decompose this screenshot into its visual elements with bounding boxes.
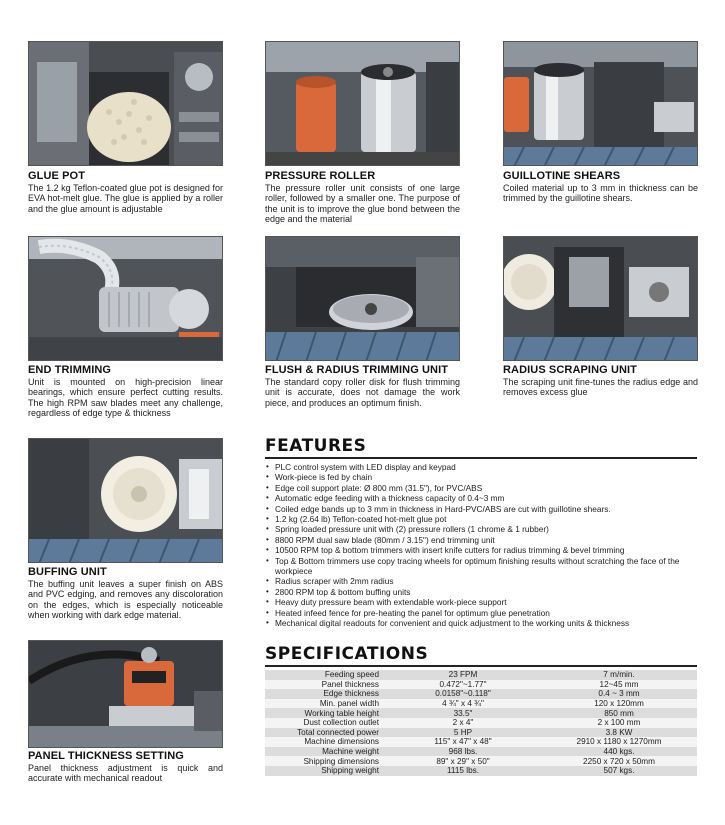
flush-radius-trimming-caption: [265, 364, 460, 408]
spec-row: [265, 747, 697, 757]
feature-item: • Coiled edge bands up to 3 mm in thickness in Hard-PVC/ABS are cut with guillotine shears.: [265, 504, 697, 514]
unit-title: FLUSH & RADIUS TRIMMING UNIT: [265, 364, 449, 376]
spec-label: Panel thickness: [265, 680, 385, 690]
spec-metric: 440 kgs.: [541, 747, 697, 757]
spec-metric: 507 kgs.: [541, 766, 697, 776]
spec-metric: 2 x 100 mm: [541, 718, 697, 728]
spec-row: [265, 689, 697, 699]
feature-item: • Mechanical digital readouts for convenient and quick adjustment to the working units & thickness: [265, 618, 697, 628]
feature-item: • Automatic edge feeding with a thickness capacity of 0.4~3 mm: [265, 493, 697, 503]
spec-row: [265, 699, 697, 709]
feature-item: • Heated infeed fence for pre-heating the panel for optimum glue penetration: [265, 608, 697, 618]
guillotine-shears-photo: [503, 41, 698, 166]
pressure-roller-caption: [265, 170, 460, 225]
panel-thickness-caption: [28, 750, 223, 784]
spec-imperial: 33.5": [385, 708, 541, 718]
spec-metric: 0.4 ~ 3 mm: [541, 689, 697, 699]
spec-imperial: 4 ¾" x 4 ¾": [385, 699, 541, 709]
unit-description: The pressure roller unit consists of one large roller, followed by a smaller one. The purpose of the unit is to improve the glue bond between the edge and the material: [265, 183, 460, 225]
spec-label: Working table height: [265, 708, 385, 718]
specifications-rule: [265, 665, 697, 667]
spec-row: [265, 766, 697, 776]
specifications-heading: SPECIFICATIONS: [265, 644, 429, 664]
end-trimming-caption: [28, 364, 223, 419]
feature-item: • Edge coil support plate: Ø 800 mm (31.5"), for PVC/ABS: [265, 483, 697, 493]
glue-pot-photo: [28, 41, 223, 166]
features-heading: FEATURES: [265, 436, 367, 456]
spec-imperial: 5 HP: [385, 728, 541, 738]
unit-description: Unit is mounted on high-precision linear bearings, which ensure perfect cutting results. The high RPM saw blades meet any challenge, regardless of edge type & thickness: [28, 377, 223, 419]
features-rule: [265, 457, 697, 459]
spec-imperial: 1115 lbs.: [385, 766, 541, 776]
unit-title: PANEL THICKNESS SETTING: [28, 750, 184, 762]
spec-metric: 7 m/min.: [541, 670, 697, 680]
spec-metric: 3.8 KW: [541, 728, 697, 738]
unit-description: Coiled material up to 3 mm in thickness can be trimmed by the guillotine shears.: [503, 183, 698, 204]
feature-item: • 10500 RPM top & bottom trimmers with insert knife cutters for radius trimming & bevel trimming: [265, 545, 697, 555]
unit-title: END TRIMMING: [28, 364, 112, 376]
feature-item: • Spring loaded pressure unit with (2) pressure rollers (1 chrome & 1 rubber): [265, 524, 697, 534]
feature-item: • Top & Bottom trimmers use copy tracing wheels for optimum finishing results without scratching the face of the workpiece: [265, 556, 697, 577]
unit-title: RADIUS SCRAPING UNIT: [503, 364, 638, 376]
spec-label: Edge thickness: [265, 689, 385, 699]
spec-imperial: 0.472"~1.77": [385, 680, 541, 690]
flush-radius-trimming-photo: [265, 236, 460, 361]
spec-imperial: 968 lbs.: [385, 747, 541, 757]
spec-row: [265, 718, 697, 728]
glue-pot-caption: [28, 170, 223, 214]
spec-row: [265, 737, 697, 747]
feature-item: • Work-piece is fed by chain: [265, 472, 697, 482]
feature-item: • 1.2 kg (2.64 lb) Teflon-coated hot-melt glue pot: [265, 514, 697, 524]
buffing-unit-caption: [28, 566, 223, 621]
unit-description: The standard copy roller disk for flush trimming unit is accurate, does not damage the work piece, and produces an optimum finish.: [265, 377, 460, 408]
spec-row: [265, 728, 697, 738]
feature-item: • 8800 RPM dual saw blade (80mm / 3.15") end trimming unit: [265, 535, 697, 545]
panel-thickness-photo: [28, 640, 223, 748]
buffing-unit-photo: [28, 438, 223, 563]
spec-metric: 120 x 120mm: [541, 699, 697, 709]
feature-item: • PLC control system with LED display and keypad: [265, 462, 697, 472]
spec-label: Total connected power: [265, 728, 385, 738]
unit-title: PRESSURE ROLLER: [265, 170, 376, 182]
feature-item: • Radius scraper with 2mm radius: [265, 576, 697, 586]
spec-imperial: 89" x 29" x 50": [385, 756, 541, 766]
unit-description: The buffing unit leaves a super finish on ABS and PVC edging, and removes any discoloration on the edges, which is especially noticeable when working with dark edge material.: [28, 579, 223, 621]
spec-label: Feeding speed: [265, 670, 385, 680]
spec-label: Dust collection outlet: [265, 718, 385, 728]
guillotine-shears-caption: [503, 170, 698, 204]
spec-metric: 12~45 mm: [541, 680, 697, 690]
radius-scraping-photo: [503, 236, 698, 361]
spec-label: Shipping dimensions: [265, 756, 385, 766]
spec-label: Machine weight: [265, 747, 385, 757]
spec-row: [265, 756, 697, 766]
unit-title: GLUE POT: [28, 170, 86, 182]
spec-imperial: 23 FPM: [385, 670, 541, 680]
specifications-table: [265, 670, 697, 776]
features-list: [265, 462, 697, 629]
spec-label: Shipping weight: [265, 766, 385, 776]
spec-row: [265, 680, 697, 690]
unit-title: GUILLOTINE SHEARS: [503, 170, 621, 182]
spec-imperial: 0.0158"~0.118": [385, 689, 541, 699]
spec-row: [265, 708, 697, 718]
spec-imperial: 115" x 47" x 48": [385, 737, 541, 747]
spec-label: Min. panel width: [265, 699, 385, 709]
spec-row: [265, 670, 697, 680]
spec-imperial: 2 x 4": [385, 718, 541, 728]
spec-label: Machine dimensions: [265, 737, 385, 747]
feature-item: • 2800 RPM top & bottom buffing units: [265, 587, 697, 597]
unit-description: The scraping unit fine-tunes the radius edge and removes excess glue: [503, 377, 698, 398]
spec-metric: 850 mm: [541, 708, 697, 718]
unit-description: Panel thickness adjustment is quick and accurate with mechanical readout: [28, 763, 223, 784]
unit-description: The 1.2 kg Teflon-coated glue pot is designed for EVA hot-melt glue. The glue is applied by a roller and the glue amount is adjustable: [28, 183, 223, 214]
unit-title: BUFFING UNIT: [28, 566, 107, 578]
pressure-roller-photo: [265, 41, 460, 166]
radius-scraping-caption: [503, 364, 698, 398]
end-trimming-photo: [28, 236, 223, 361]
spec-metric: 2250 x 720 x 50mm: [541, 756, 697, 766]
feature-item: • Heavy duty pressure beam with extendable work-piece support: [265, 597, 697, 607]
spec-metric: 2910 x 1180 x 1270mm: [541, 737, 697, 747]
